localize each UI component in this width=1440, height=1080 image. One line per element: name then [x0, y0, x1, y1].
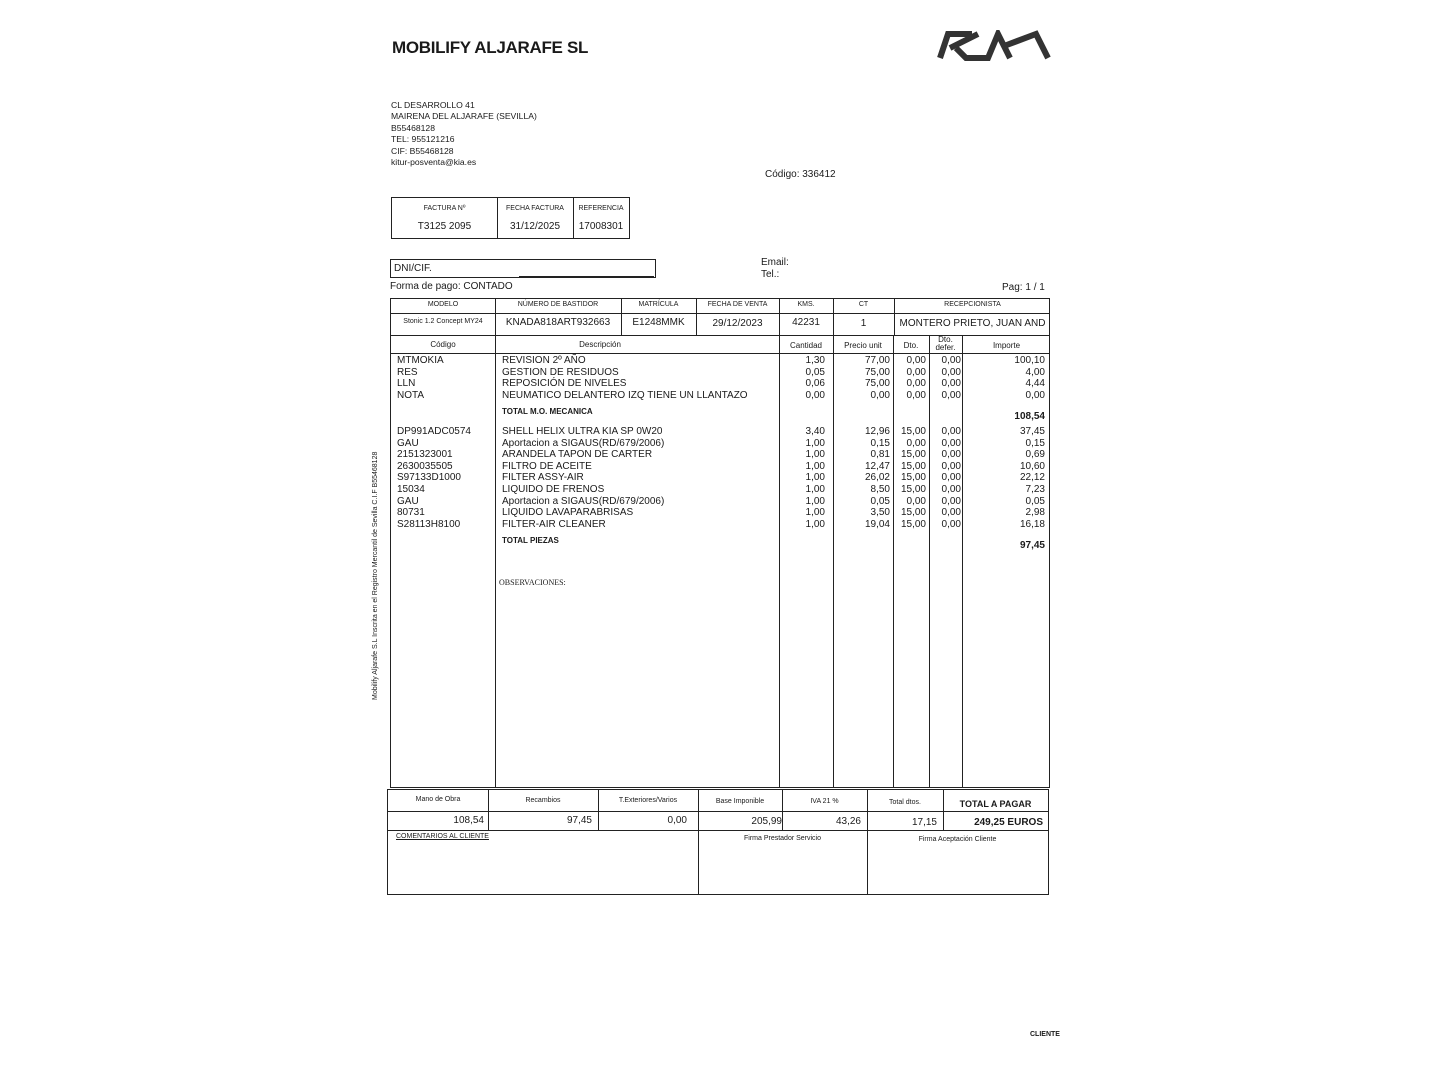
tax-base-value: 205,99	[751, 816, 782, 827]
cell-defer: 0,00	[941, 378, 961, 390]
provider-signature-label: Firma Prestador Servicio	[743, 835, 822, 842]
cell-defer: 0,00	[941, 460, 961, 472]
cell-amount: 0,00	[1025, 389, 1045, 401]
cell-code: S97133D1000	[397, 472, 461, 484]
table-row	[391, 472, 1049, 484]
labor-subtotal-label: Mano de Obra	[415, 796, 461, 803]
dni-label: DNI/CIF.	[394, 263, 432, 274]
description-column-header: Descripción	[579, 340, 621, 349]
vin-value: KNADA818ART932663	[505, 317, 611, 328]
cell-price: 75,00	[864, 366, 890, 378]
client-code: Código: 336412	[765, 169, 836, 180]
cell-price: 0,81	[870, 449, 890, 461]
cell-defer: 0,00	[941, 355, 961, 366]
cell-dto: 0,00	[906, 355, 926, 366]
cell-amount: 7,23	[1025, 484, 1045, 495]
table-row	[391, 378, 1049, 390]
cell-qty: 1,00	[805, 484, 825, 495]
cell-qty: 1,00	[805, 437, 825, 449]
payment-method: Forma de pago: CONTADO	[390, 281, 513, 292]
cell-code: 2151323001	[397, 449, 453, 461]
plate-header: MATRÍCULA	[638, 301, 679, 308]
cell-desc: SHELL HELIX ULTRA KIA SP 0W20	[502, 426, 663, 437]
divider	[388, 811, 1048, 812]
divider	[929, 335, 930, 787]
cell-price: 0,15	[870, 437, 890, 449]
labor-subtotal-value: 108,54	[453, 815, 484, 826]
cell-code: 15034	[397, 484, 425, 495]
cell-dto: 0,00	[906, 378, 926, 390]
table-row	[391, 496, 1049, 508]
cell-desc: Aportacion a SIGAUS(RD/679/2006)	[502, 495, 665, 507]
address-line: MAIRENA DEL ALJARAFE (SEVILLA)	[391, 111, 537, 122]
cell-defer: 0,00	[941, 449, 961, 461]
total-discounts-label: Total dtos.	[889, 799, 921, 806]
contact-block	[761, 257, 789, 281]
client-signature-label: Firma Aceptación Cliente	[918, 836, 997, 843]
cell-defer: 0,00	[941, 437, 961, 449]
code-column-header: Código	[430, 340, 456, 349]
cell-dto: 15,00	[900, 507, 926, 519]
external-subtotal-label: T.Exteriores/Varios	[618, 797, 678, 804]
vat-label: IVA 21 %	[810, 798, 839, 805]
cell-code: MTMOKIA	[397, 355, 444, 366]
cell-code: 2630035505	[397, 460, 453, 472]
cell-code: LLN	[397, 378, 416, 390]
cell-qty: 1,00	[805, 449, 825, 461]
cell-amount: 4,00	[1025, 366, 1045, 378]
sale-date-header: FECHA DE VENTA	[707, 301, 768, 308]
invoice-number: T3125 2095	[417, 221, 472, 232]
receptionist-value: MONTERO PRIETO, JUAN AND	[899, 318, 1046, 329]
divider	[833, 335, 834, 787]
table-row	[391, 484, 1049, 496]
client-comments-label: COMENTARIOS AL CLIENTE	[396, 833, 489, 840]
cell-defer: 0,00	[941, 366, 961, 378]
cell-desc: LIQUIDO DE FRENOS	[502, 484, 605, 495]
cell-defer: 0,00	[941, 389, 961, 401]
external-subtotal-value: 0,00	[667, 815, 687, 826]
cell-dto: 15,00	[900, 426, 926, 437]
cell-dto: 15,00	[900, 518, 926, 530]
divider	[962, 335, 963, 787]
cell-defer: 0,00	[941, 472, 961, 484]
table-row	[391, 449, 1049, 461]
cell-qty: 1,00	[805, 460, 825, 472]
invoice-header-box	[391, 197, 630, 239]
registry-side-text: Mobilify Aljarafe S.L Inscrita en el Registro Mercantil de Sevilla C.I.F B55468128	[372, 451, 379, 700]
cell-code: 80731	[397, 507, 425, 519]
cell-price: 26,02	[864, 472, 890, 484]
cell-dto: 0,00	[906, 366, 926, 378]
divider	[388, 830, 1048, 831]
cell-price: 12,96	[864, 426, 890, 437]
cell-price: 77,00	[864, 355, 890, 366]
receptionist-header: RECEPCIONISTA	[944, 301, 1001, 308]
cell-amount: 16,18	[1019, 518, 1045, 530]
invoice-date: 31/12/2025	[509, 221, 561, 232]
cell-desc: ARANDELA TAPON DE CARTER	[502, 449, 653, 461]
cell-price: 19,04	[864, 518, 890, 530]
totals-footer	[387, 789, 1049, 895]
cell-qty: 3,40	[805, 426, 825, 437]
model-header: MODELO	[427, 301, 459, 308]
cell-qty: 1,00	[805, 472, 825, 484]
cell-dto: 15,00	[900, 460, 926, 472]
total-to-pay-value: 249,25 EUROS	[974, 817, 1043, 828]
cell-dto: 0,00	[906, 495, 926, 507]
cell-dto: 15,00	[900, 449, 926, 461]
ct-value: 1	[860, 318, 867, 329]
cell-desc: FILTER-AIR CLEANER	[502, 518, 606, 530]
cell-amount: 100,10	[1014, 355, 1045, 366]
cell-dto: 15,00	[900, 484, 926, 495]
cell-qty: 0,05	[805, 366, 825, 378]
cell-code: GAU	[397, 495, 419, 507]
cell-qty: 0,06	[805, 378, 825, 390]
table-row	[391, 507, 1049, 519]
cell-code: GAU	[397, 437, 419, 449]
invoice-date-cell	[497, 198, 574, 238]
sale-date-value: 29/12/2023	[712, 318, 763, 329]
cell-amount: 0,15	[1025, 437, 1045, 449]
ct-header: CT	[858, 301, 869, 308]
discount-column-header: Dto.	[903, 341, 919, 350]
invoice-reference-label: REFERENCIA	[578, 205, 624, 212]
table-row	[391, 355, 1049, 367]
vin-header: NÚMERO DE BASTIDOR	[517, 301, 599, 308]
cell-desc: REPOSICIÓN DE NIVELES	[502, 378, 627, 390]
divider	[698, 790, 699, 894]
deferred-discount-column-header: Dto. defer.	[935, 335, 956, 352]
cell-amount: 2,98	[1025, 507, 1045, 519]
cell-code: RES	[397, 366, 418, 378]
cell-amount: 37,45	[1019, 426, 1045, 437]
unit-price-column-header: Precio unit	[844, 341, 882, 350]
cell-desc: REVISION 2º AÑO	[502, 355, 586, 366]
cell-qty: 1,00	[805, 518, 825, 530]
divider	[391, 313, 1049, 314]
divider	[893, 335, 894, 787]
cell-qty: 1,00	[805, 507, 825, 519]
invoice-table	[390, 298, 1050, 788]
cell-qty: 1,00	[805, 495, 825, 507]
divider	[779, 335, 780, 787]
kms-header: KMS.	[797, 301, 815, 308]
table-row	[391, 461, 1049, 473]
cell-qty: 1,30	[805, 355, 825, 366]
cell-desc: FILTER ASSY-AIR	[502, 472, 584, 484]
observations-label: OBSERVACIONES:	[499, 578, 566, 587]
kia-logo	[936, 30, 1051, 62]
cell-defer: 0,00	[941, 484, 961, 495]
invoice-reference-cell	[573, 198, 629, 238]
address-line: TEL: 955121216	[391, 134, 455, 145]
page-number: Pag: 1 / 1	[1002, 282, 1045, 293]
address-line: kitur-posventa@kia.es	[391, 157, 477, 168]
table-row	[391, 390, 1049, 402]
cell-price: 12,47	[864, 460, 890, 472]
total-discounts-value: 17,15	[911, 817, 937, 828]
cell-code: DP991ADC0574	[397, 426, 471, 437]
amount-column-header: Importe	[992, 341, 1021, 350]
cell-price: 8,50	[870, 484, 890, 495]
cell-price: 3,50	[870, 507, 890, 519]
cell-amount: 0,69	[1025, 449, 1045, 461]
parts-total-label: TOTAL PIEZAS	[502, 536, 559, 545]
invoice-number-label: FACTURA Nº	[423, 205, 466, 212]
divider	[495, 335, 496, 787]
table-row	[391, 519, 1049, 531]
cell-code: S28113H8100	[397, 518, 461, 530]
table-row	[391, 438, 1049, 450]
cell-amount: 0,05	[1025, 495, 1045, 507]
cell-dto: 0,00	[906, 437, 926, 449]
address-line: CIF: B55468128	[391, 145, 454, 156]
tel-label: Tel.:	[761, 269, 780, 280]
cell-desc: LIQUIDO LAVAPARABRISAS	[502, 507, 634, 519]
cell-defer: 0,00	[941, 507, 961, 519]
table-row	[391, 426, 1049, 438]
email-label: Email:	[761, 257, 789, 268]
model-value: Stonic 1.2 Concept MY24	[403, 318, 483, 325]
labor-total-value: 108,54	[1014, 411, 1045, 422]
invoice-date-label: FECHA FACTURA	[506, 205, 564, 212]
dni-field	[390, 259, 656, 278]
cell-amount: 22,12	[1019, 472, 1045, 484]
address-line: CL DESARROLLO 41	[391, 100, 475, 110]
tax-base-label: Base Imponible	[715, 798, 765, 805]
cell-defer: 0,00	[941, 518, 961, 530]
kms-value: 42231	[792, 317, 820, 328]
labor-total-label: TOTAL M.O. MECANICA	[502, 407, 593, 416]
dni-underline	[519, 276, 654, 277]
cell-desc: NEUMATICO DELANTERO IZQ TIENE UN LLANTAZO	[502, 389, 748, 401]
divider	[391, 353, 1049, 354]
company-address	[391, 100, 537, 168]
total-to-pay-label: TOTAL A PAGAR	[959, 799, 1032, 809]
table-row	[391, 367, 1049, 379]
cell-amount: 10,60	[1019, 460, 1045, 472]
cell-qty: 0,00	[805, 389, 825, 401]
cell-amount: 4,44	[1025, 378, 1045, 390]
address-line: B55468128	[391, 122, 435, 133]
cell-dto: 0,00	[906, 389, 926, 401]
invoice-reference: 17008301	[578, 221, 624, 232]
parts-subtotal-value: 97,45	[566, 815, 592, 826]
cell-price: 0,00	[870, 389, 890, 401]
plate-value: E1248MMK	[632, 317, 685, 328]
cell-defer: 0,00	[941, 426, 961, 437]
cell-price: 0,05	[870, 495, 890, 507]
copy-type-label: CLIENTE	[1030, 1031, 1060, 1038]
quantity-column-header: Cantidad	[789, 341, 823, 350]
cell-price: 75,00	[864, 378, 890, 390]
cell-desc: GESTION DE RESIDUOS	[502, 366, 619, 378]
company-name: MOBILIFY ALJARAFE SL	[392, 38, 589, 57]
cell-defer: 0,00	[941, 495, 961, 507]
cell-desc: FILTRO DE ACEITE	[502, 460, 592, 472]
parts-total-value: 97,45	[1019, 540, 1045, 551]
invoice-number-cell	[392, 198, 498, 238]
vat-value: 43,26	[835, 816, 861, 827]
cell-code: NOTA	[397, 389, 425, 401]
cell-dto: 15,00	[900, 472, 926, 484]
cell-desc: Aportacion a SIGAUS(RD/679/2006)	[502, 437, 665, 449]
parts-subtotal-label: Recambios	[525, 797, 561, 804]
